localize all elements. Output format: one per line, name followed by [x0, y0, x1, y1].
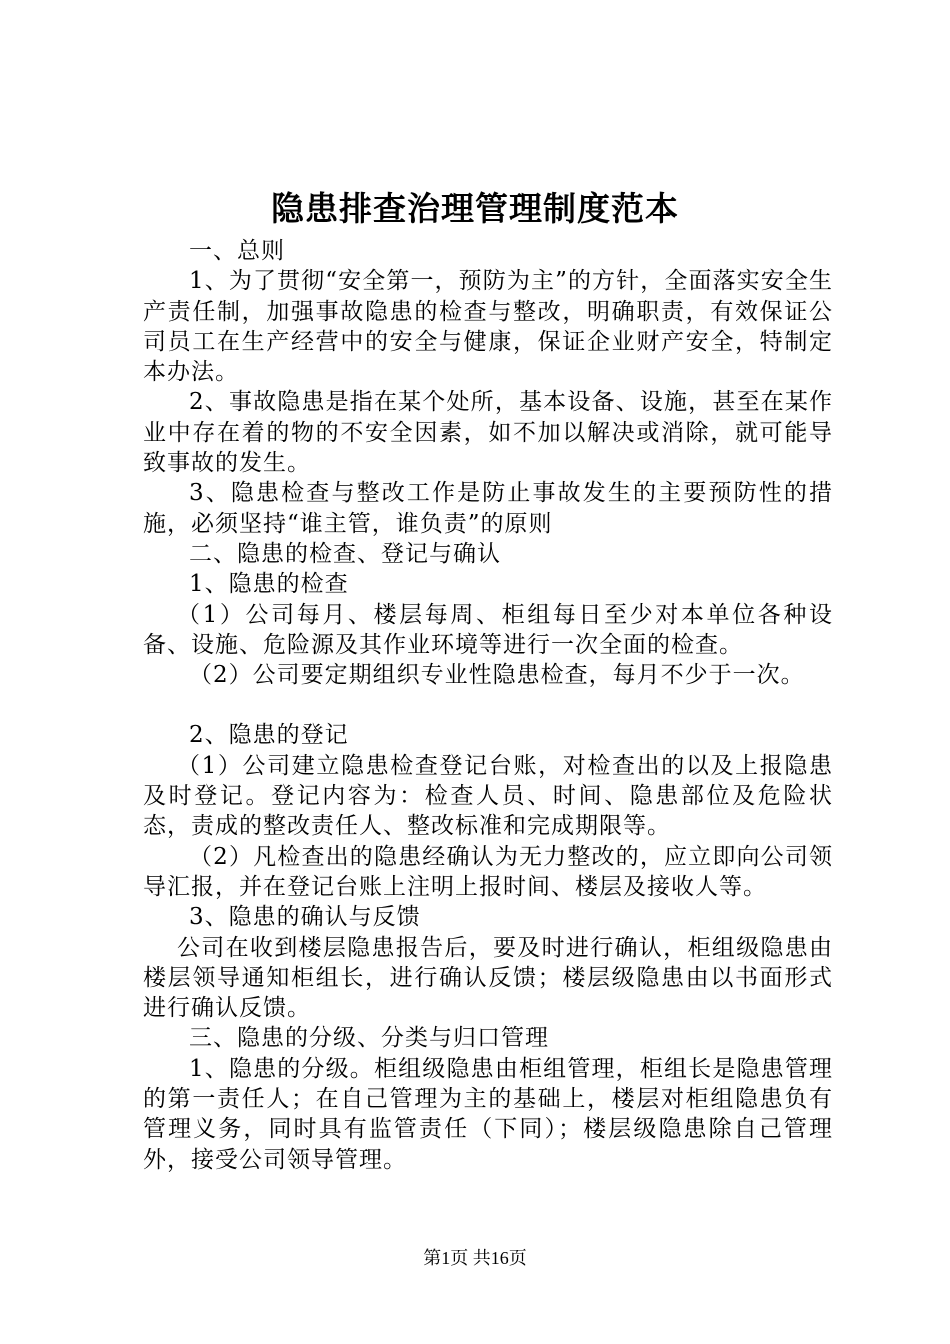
- subsection-heading: 2、隐患的登记: [189, 722, 349, 749]
- section-heading-classification: 三、隐患的分级、分类与归口管理: [189, 1025, 549, 1052]
- paragraph: 2、事故隐患是指在某个处所，基本设备、设施，甚至在某作业中存在着的物的不安全因素，如不加以解决或消除，就可能导致事故的发生。: [143, 389, 833, 477]
- subsection-heading: 1、隐患的检查: [189, 571, 349, 598]
- document-title: 隐患排查治理管理制度范本: [271, 189, 679, 228]
- document-body: [143, 236, 833, 1175]
- blank-line: [143, 690, 833, 720]
- paragraph: 1、为了贯彻“安全第一，预防为主”的方针，全面落实安全生产责任制，加强事故隐患的检查与整改，明确职责，有效保证公司员工在生产经营中的安全与健康，保证企业财产安全，特制定本办法。: [143, 268, 833, 386]
- section-heading-inspection: 二、隐患的检查、登记与确认: [189, 540, 501, 567]
- page-number: 第1页 共16页: [423, 1248, 527, 1268]
- subsection-heading: 3、隐患的确认与反馈: [189, 904, 421, 931]
- paragraph: （2）凡检查出的隐患经确认为无力整改的，应立即向公司领导汇报，并在登记台账上注明上报时间、楼层及接收人等。: [143, 843, 833, 900]
- paragraph: 1、隐患的分级。柜组级隐患由柜组管理，柜组长是隐患管理的第一责任人；在自己管理为主的基础上，楼层对柜组隐患负有管理义务，同时具有监管责任（下同）；楼层级隐患除自己管理外，接受公司领导管理。: [143, 1055, 833, 1173]
- paragraph: 公司在收到楼层隐患报告后，要及时进行确认，柜组级隐患由楼层领导通知柜组长，进行确认反馈；楼层级隐患由以书面形式进行确认反馈。: [143, 934, 833, 1022]
- paragraph: （1）公司每月、楼层每周、柜组每日至少对本单位各种设备、设施、危险源及其作业环境等进行一次全面的检查。: [143, 601, 833, 658]
- paragraph: 3、隐患检查与整改工作是防止事故发生的主要预防性的措施，必须坚持“谁主管，谁负责”的原则: [143, 480, 833, 537]
- paragraph: （2）公司要定期组织专业性隐患检查，每月不少于一次。: [189, 662, 805, 689]
- section-heading-general: 一、总则: [189, 238, 285, 264]
- paragraph: （1）公司建立隐患检查登记台账，对检查出的以及上报隐患及时登记。登记内容为：检查人员、时间、隐患部位及危险状态，责成的整改责任人、整改标准和完成期限等。: [143, 752, 833, 840]
